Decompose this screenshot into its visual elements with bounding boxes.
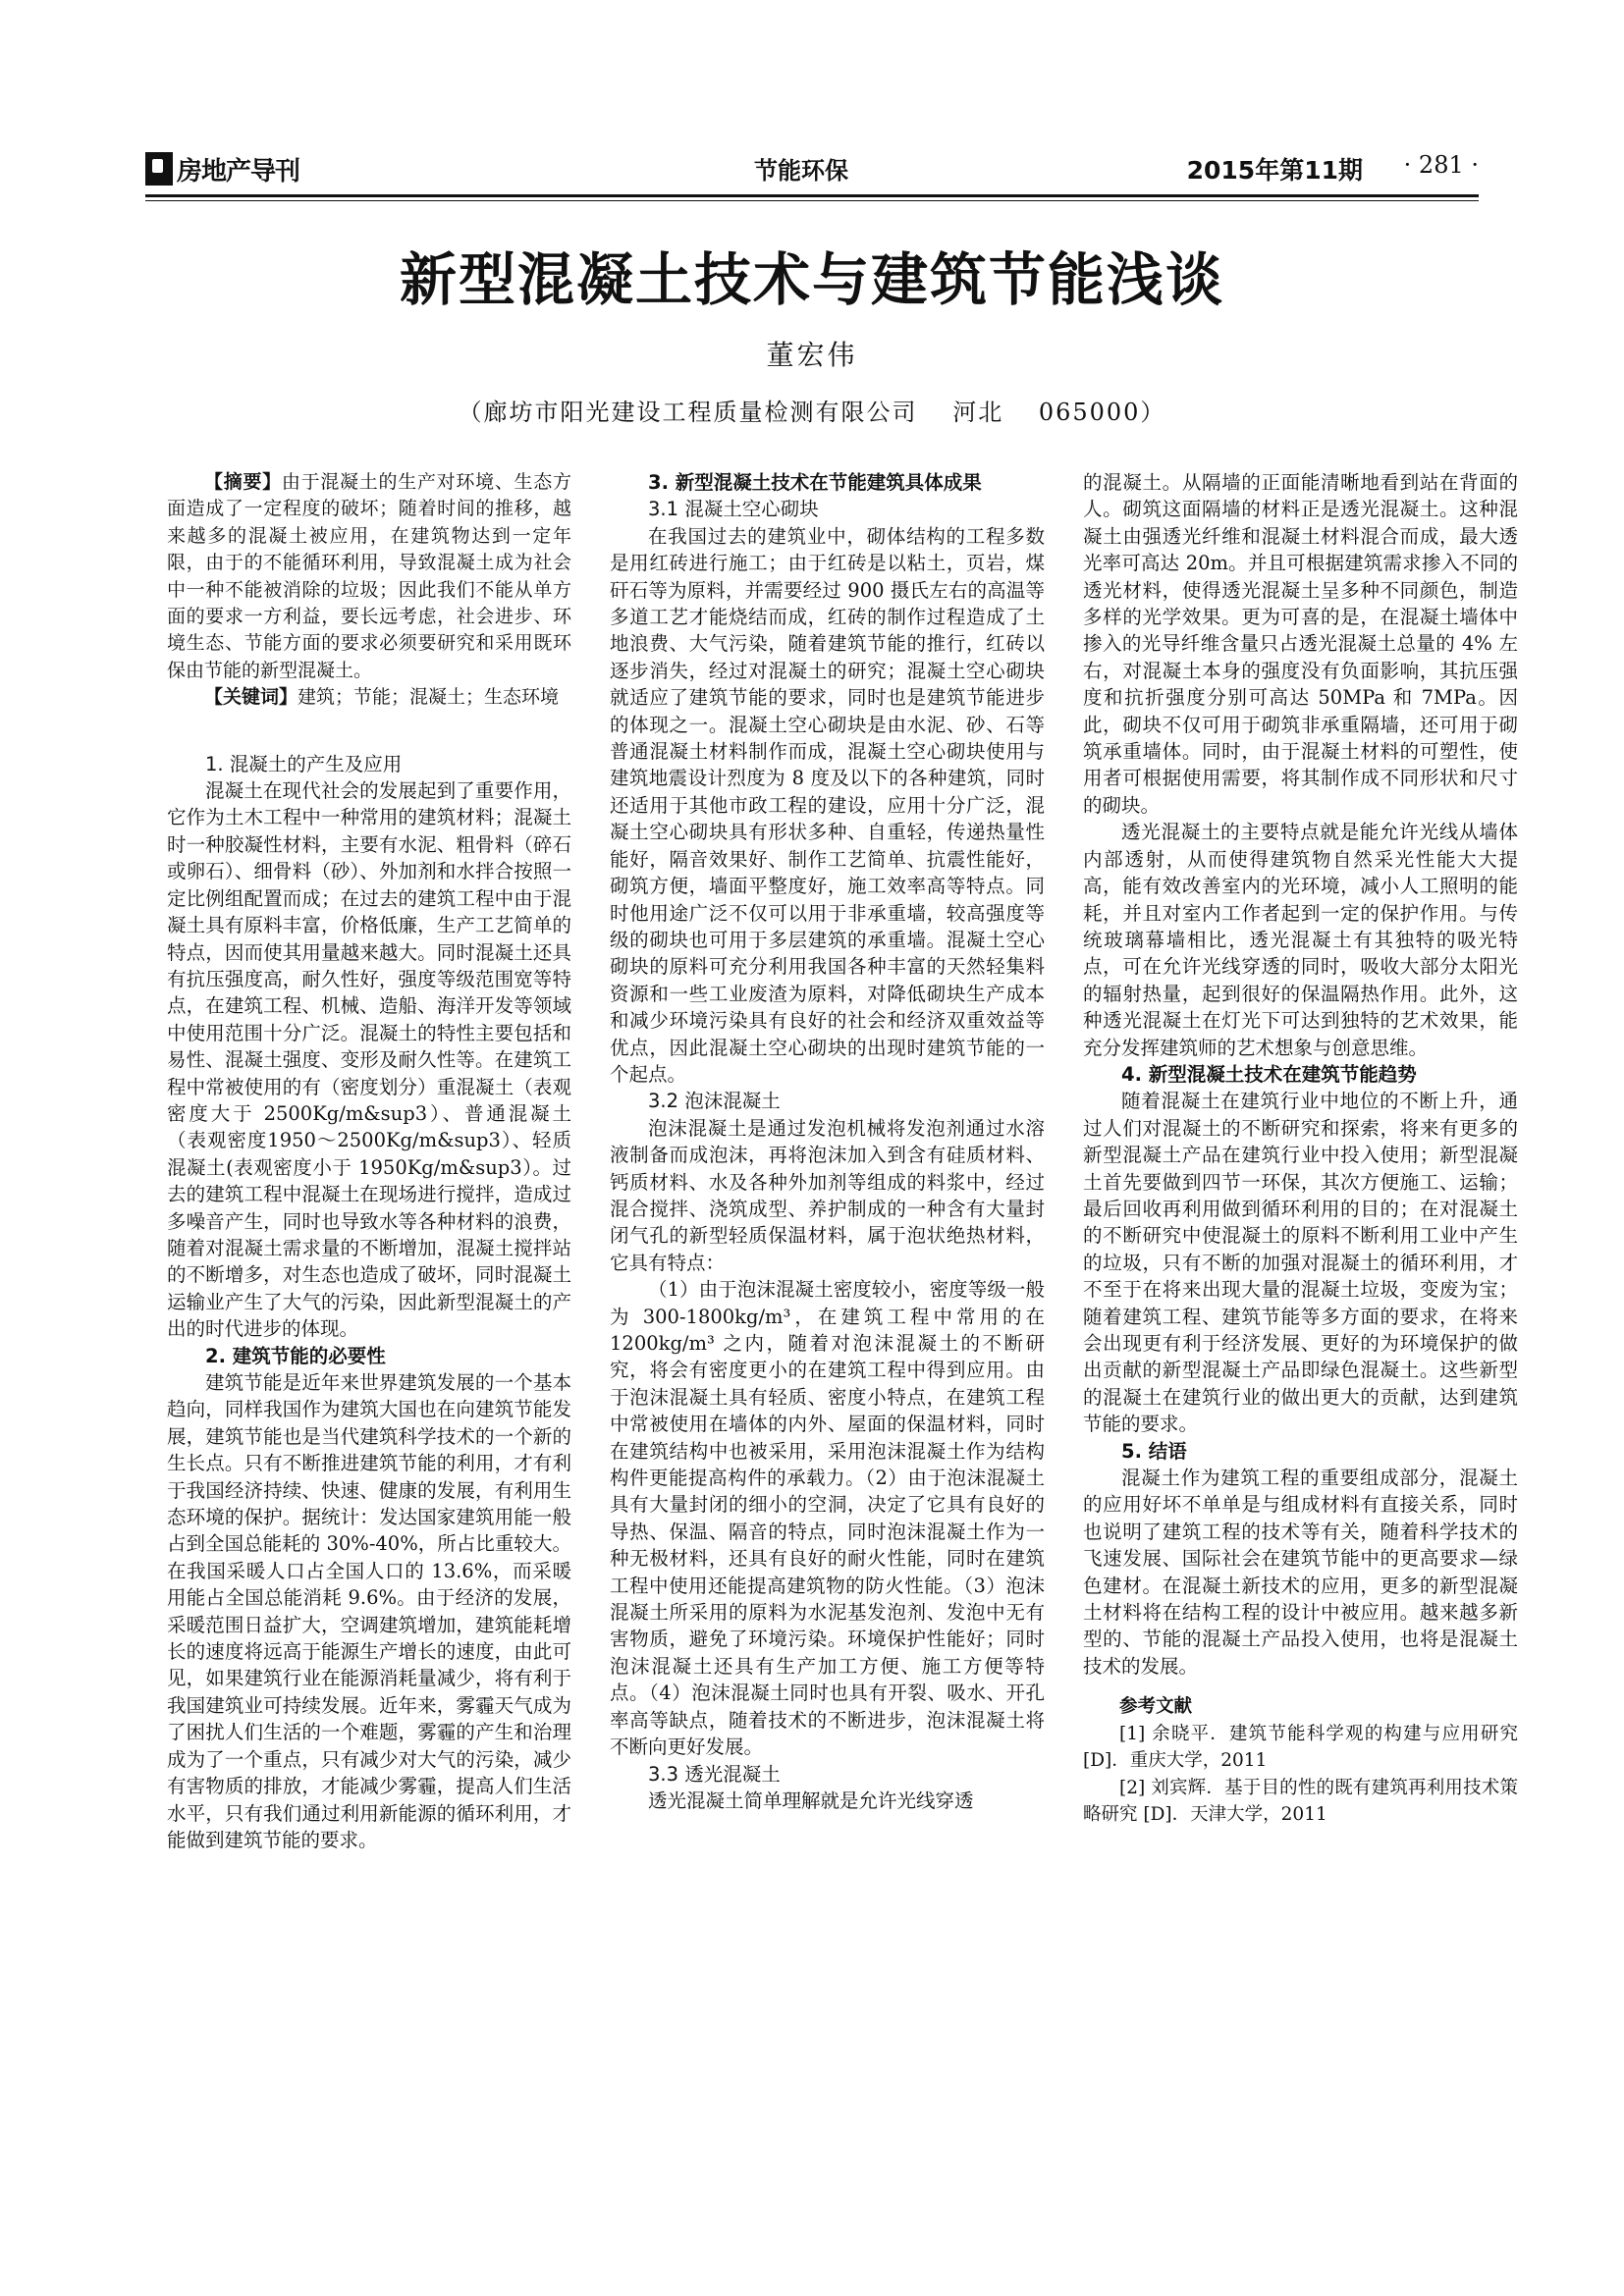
page-header <box>145 147 1479 198</box>
reference-item: [1] 余晓平．建筑节能科学观的构建与应用研究 [D]．重庆大学，2011 <box>1083 1723 1518 1772</box>
header-rule-thin <box>145 200 1479 201</box>
section-heading: 4. 新型混凝土技术在建筑节能趋势 <box>1121 1062 1417 1086</box>
paragraph: 混凝土在现代社会的发展起到了重要作用，它作为土木工程中一种常用的建筑材料；混凝土时一种胶凝性材料，主要有水泥、粗骨料（碎石或卵石）、细骨料（砂）、外加剂和水拌合按照一定比例组配置而成；在过去的建筑工程中由于混凝土具有原料丰富，价格低廉，生产工艺简单的特点，因而使其用量越来越大。同时混凝土还具有抗压强度高，耐久性好，强度等级范围宽等特点，在建筑工程、机械、造船、海洋开发等领域中使用范围十分广泛。混凝土的特性主要包括和易性、混凝土强度、变形及耐久性等。在建筑工程中常被使用的有（密度划分）重混凝土（表观密度大于 2500Kg/m&sup3）、普通混凝土（表观密度1950～2500Kg/m&sup3）、轻质混凝土(表观密度小于 1950Kg/m&sup3）。过去的建筑工程中混凝土在现场进行搅拌，造成过多噪音产生，同时也导致水等各种材料的浪费，随着对混凝土需求量的不断增加，混凝土搅拌站的不断增多，对生态也造成了破坏，同时混凝土运输业产生了大气的污染，因此新型混凝土的产出的时代进步的体现。 <box>167 779 571 1341</box>
paragraph: （1）由于泡沫混凝土密度较小，密度等级一般为 300-1800kg/m³，在建筑工程中常用的在 1200kg/m³ 之内，随着对泡沫混凝土的不断研究，将会有密度更小的在建筑工程中得到应用。由于泡沫混凝土具有轻质、密度小特点，在建筑工程中常被使用在墙体的内外、屋面的保温材料，同时在建筑结构中也被采用，采用泡沫混凝土作为结构构件更能提高构件的承载力。（2）由于泡沫混凝土具有大量封闭的细小的空洞，决定了它具有良好的导热、保温、隔音的特点，同时泡沫混凝土作为一种无极材料，还具有良好的耐火性能，同时在建筑工程中使用还能提高建筑物的防火性能。（3）泡沫混凝土所采用的原料为水泥基发泡剂、发泡中无有害物质，避免了环境污染。环境保护性能好；同时泡沫混凝土还具有生产加工方便、施工方便等特点。（4）泡沫混凝土同时也具有开裂、吸水、开孔率高等缺点，随着技术的不断进步，泡沫混凝土将不断向更好发展。 <box>610 1278 1045 1759</box>
journal-logo-icon <box>145 152 173 186</box>
paragraph: 混凝土作为建筑工程的重要组成部分，混凝土的应用好坏不单单是与组成材料有直接关系，同时也说明了建筑工程的技术等有关，随着科学技术的飞速发展、国际社会在建筑节能中的更高要求—绿色建材。在混凝土新技术的应用，更多的新型混凝土材料将在结构工程的设计中被应用。越来越多新型的、节能的混凝土产品投入使用，也将是混凝土技术的发展。 <box>1083 1467 1518 1678</box>
paragraph: 随着混凝土在建筑行业中地位的不断上升，通过人们对混凝土的不断研究和探索，将来有更多的新型混凝土产品在建筑行业中投入使用；新型混凝土首先要做到四节一环保，其次方便施工、运输；最后回收再利用做到循环利用的目的；在对混凝土的不断研究中使混凝土的原料不断利用工业中产生的垃圾，只有不断的加强对混凝土的循环利用，才不至于在将来出现大量的混凝土垃圾，变废为宝；随着建筑工程、建筑节能等多方面的要求，在将来会出现更有利于经济发展、更好的为环境保护的做出贡献的新型混凝土产品即绿色混凝土。这些新型的混凝土在建筑行业的做出更大的贡献，达到建筑节能的要求。 <box>1083 1090 1518 1436</box>
paragraph: 泡沫混凝土是通过发泡机械将发泡剂通过水溶液制备而成泡沫，再将泡沫加入到含有硅质材料、钙质材料、水及各种外加剂等组成的料浆中，经过混合搅拌、浇筑成型、养护制成的一种含有大量封闭气孔的新型轻质保温材料，属于泡状绝热材料，它具有特点： <box>610 1116 1045 1274</box>
section-name: 节能环保 <box>754 157 848 185</box>
section-heading: 2. 建筑节能的必要性 <box>205 1344 386 1367</box>
paragraph: 透光混凝土的主要特点就是能允许光线从墙体内部透射，从而使得建筑物自然采光性能大大提高，能有效改善室内的光环境，减小人工照明的能耗，并且对室内工作者起到一定的保护作用。与传统玻璃幕墙相比，透光混凝土有其独特的吸光特点，可在允许光线穿透的同时，吸收大部分太阳光的辐射热量，起到很好的保温隔热作用。此外，这种透光混凝土在灯光下可达到独特的艺术效果，能充分发挥建筑师的艺术想象与创意思维。 <box>1083 821 1518 1059</box>
column-3 <box>1083 469 1518 1828</box>
abstract <box>167 469 571 684</box>
abstract-label: 【摘要】 <box>204 471 282 493</box>
subsection-heading: 3.1 混凝土空心砌块 <box>648 498 819 521</box>
abstract-text: 由于混凝土的生产对环境、生态方面造成了一定程度的破坏；随着时间的推移，越来越多的混凝土被应用，在建筑物达到一定年限，由于的不能循环利用，导致混凝土成为社会中一种不能被消除的垃圾；因此我们不能从单方面的要求一方利益，要长远考虑，社会进步、环境生态、节能方面的要求必须要研究和采用既环保由节能的新型混凝土。 <box>167 471 571 681</box>
column-1 <box>167 469 571 1853</box>
paragraph: 在我国过去的建筑业中，砌体结构的工程多数是用红砖进行施工；由于红砖是以粘土，页岩，煤矸石等为原料，并需要经过 900 摄氏左右的高温等多道工艺才能烧结而成，红砖的制作过程造成了土地浪费、大气污染，随着建筑节能的推行，红砖以逐步消失，经过对混凝土的研究；混凝土空心砌块就适应了建筑节能的要求，同时也是建筑节能进步的体现之一。混凝土空心砌块是由水泥、砂、石等普通混凝土材料制作而成，混凝土空心砌块使用与建筑地震设计烈度为 8 度及以下的各种建筑，同时还适用于其他市政工程的建设，应用十分广泛，混凝土空心砌块具有形状多种、自重轻，传递热量性能好，隔音效果好、制作工艺简单、抗震性能好，砌筑方便，墙面平整度好，施工效率高等特点。同时他用途广泛不仅可以用于非承重墙，较高强度等级的砌块也可用于多层建筑的承重墙。混凝土空心砌块的原料可充分利用我国各种丰富的天然轻集料资源和一些工业废渣为原料，对降低砌块生产成本和减少环境污染具有良好的社会和经济双重效益等优点，因此混凝土空心砌块的出现时建筑节能的一个起点。 <box>610 524 1045 1086</box>
article-author: 董宏伟 <box>766 339 858 371</box>
issue-label: 2015年第11期 <box>1186 156 1363 185</box>
journal-logo-text: 房地产导刊 <box>177 156 300 187</box>
keywords <box>167 684 571 711</box>
subsection-heading: 3.2 泡沫混凝土 <box>648 1090 781 1113</box>
journal-logo <box>145 149 299 188</box>
keywords-text: 建筑；节能；混凝土；生态环境 <box>298 686 560 709</box>
page-number: · 281 · <box>1403 151 1479 179</box>
paragraph: 透光混凝土简单理解就是允许光线穿透 <box>648 1789 974 1812</box>
subsection-heading: 3.3 透光混凝土 <box>648 1762 781 1786</box>
keywords-label: 【关键词】 <box>204 686 298 709</box>
references <box>1083 1693 1518 1828</box>
section-heading: 5. 结语 <box>1121 1439 1187 1463</box>
reference-item: [2] 刘宾辉．基于目的性的既有建筑再利用技术策略研究 [D]．天津大学，2011 <box>1083 1777 1518 1825</box>
header-rule <box>145 194 1479 197</box>
section-heading: 3. 新型混凝土技术在节能建筑具体成果 <box>648 471 982 494</box>
author-affiliation: （廊坊市阳光建设工程质量检测有限公司 河北 065000） <box>458 399 1166 426</box>
section-heading: 1. 混凝土的产生及应用 <box>205 752 403 775</box>
column-2 <box>610 469 1045 1817</box>
paragraph: 建筑节能是近年来世界建筑发展的一个基本趋向，同样我国作为建筑大国也在向建筑节能发展，建筑节能也是当代建筑科学技术的一个新的生长点。只有不断推进建筑节能的利用，才有利于我国经济持续、快速、健康的发展，有利用生态环境的保护。据统计：发达国家建筑用能一般占到全国总能耗的 30%-40%，所占比重较大。在我国采暖人口占全国人口的 13.6%，而采暖用能占全国总能消耗 9.6%。由于经济的发展，采暖范围日益扩大，空调建筑增加，建筑能耗增长的速度将远高于能源生产增长的速度，由此可见，如果建筑行业在能源消耗量减少，将有利于我国建筑业可持续发展。近年来，雾霾天气成为了困扰人们生活的一个难题，雾霾的产生和治理成为了一个重点，只有减少对大气的污染，减少有害物质的排放，才能减少雾霾，提高人们生活水平，只有我们通过利用新能源的循环利用，才能做到建筑节能的要求。 <box>167 1371 571 1851</box>
article-title: 新型混凝土技术与建筑节能浅谈 <box>399 246 1224 313</box>
paragraph-continued: 的混凝土。从隔墙的正面能清晰地看到站在背面的人。砌筑这面隔墙的材料正是透光混凝土。这种混凝土由强透光纤维和混凝土材料混合而成，最大透光率可高达 20m。并且可根据建筑需求掺入不同的透光材料，使得透光混凝土呈多种不同颜色，制造多样的光学效果。更为可喜的是，在混凝土墙体中掺入的光导纤维含量只占透光混凝土总量的 4% 左右，对混凝土本身的强度没有负面影响，其抗压强度和抗折强度分别可高达 50MPa 和 7MPa。因此，砌块不仅可用于砌筑非承重隔墙，还可用于砌筑承重墙体。同时，由于混凝土材料的可塑性，使用者可根据使用需要，将其制作成不同形状和尺寸的砌块。 <box>1083 471 1518 817</box>
references-heading: 参考文献 <box>1119 1696 1193 1718</box>
